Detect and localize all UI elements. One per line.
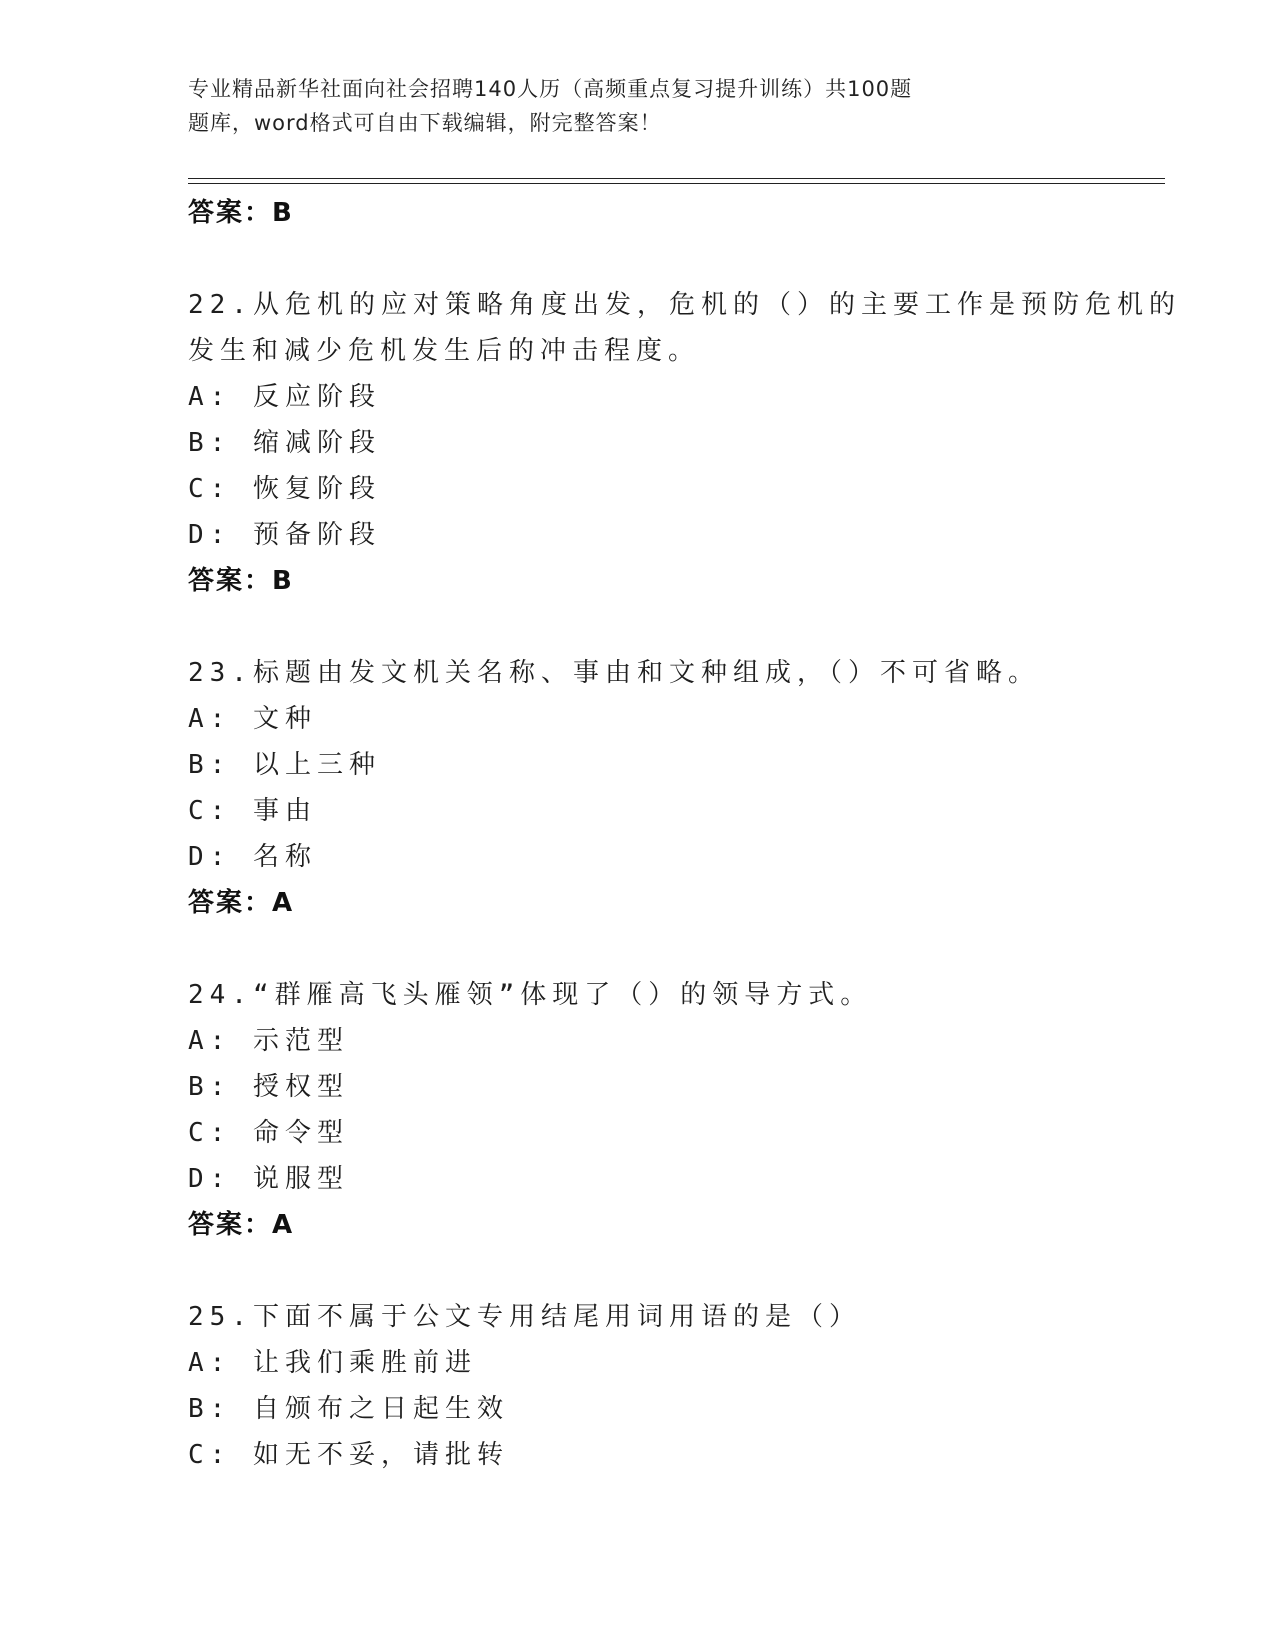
question-25-option-b: B: 自颁布之日起生效 bbox=[188, 1394, 509, 1424]
question-list bbox=[188, 190, 1181, 1478]
spacer bbox=[188, 926, 1148, 972]
question-22-stem-line-1: 22.从危机的应对策略角度出发，危机的（）的主要工作是预防危机的 bbox=[188, 290, 1181, 320]
question-24-option-a: A: 示范型 bbox=[188, 1026, 349, 1056]
question-25-option-c: C: 如无不妥，请批转 bbox=[188, 1440, 509, 1470]
question-22 bbox=[188, 282, 1181, 604]
question-22-option-a: A: 反应阶段 bbox=[188, 382, 381, 412]
question-22-option-b: B: 缩减阶段 bbox=[188, 428, 381, 458]
header-line-2: 题库，word格式可自由下载编辑，附完整答案！ bbox=[188, 111, 662, 135]
header-line-1: 专业精品新华社面向社会招聘140人历（高频重点复习提升训练）共100题 bbox=[188, 77, 913, 101]
question-23-option-b: B: 以上三种 bbox=[188, 750, 381, 780]
question-24-stem: 24.“群雁高飞头雁领”体现了（）的领导方式。 bbox=[188, 980, 873, 1010]
question-24-option-d: D: 说服型 bbox=[188, 1164, 349, 1194]
question-22-option-c: C: 恢复阶段 bbox=[188, 474, 381, 504]
question-24 bbox=[188, 972, 1148, 1248]
spacer bbox=[188, 1248, 1148, 1294]
question-25 bbox=[188, 1294, 1148, 1478]
spacer bbox=[188, 236, 1148, 282]
question-22-stem-line-2: 发生和减少危机发生后的冲击程度。 bbox=[188, 336, 701, 366]
header-rule-top bbox=[188, 178, 1165, 179]
question-23-option-a: A: 文种 bbox=[188, 704, 317, 734]
question-24-option-b: B: 授权型 bbox=[188, 1072, 349, 1102]
answer-23: 答案：A bbox=[188, 888, 295, 918]
question-23-option-d: D: 名称 bbox=[188, 842, 317, 872]
answer-24: 答案：A bbox=[188, 1210, 295, 1240]
question-23-stem: 23.标题由发文机关名称、事由和文种组成，（）不可省略。 bbox=[188, 658, 1040, 688]
question-24-option-c: C: 命令型 bbox=[188, 1118, 349, 1148]
answer-22: 答案：B bbox=[188, 566, 294, 596]
question-25-option-a: A: 让我们乘胜前进 bbox=[188, 1348, 477, 1378]
answer-21: 答案：B bbox=[188, 198, 294, 228]
question-25-stem: 25.下面不属于公文专用结尾用词用语的是（） bbox=[188, 1302, 861, 1332]
spacer bbox=[188, 604, 1148, 650]
question-22-option-d: D: 预备阶段 bbox=[188, 520, 381, 550]
document-header bbox=[188, 72, 1048, 140]
header-rule-bottom bbox=[188, 183, 1165, 184]
question-23 bbox=[188, 650, 1148, 926]
question-23-option-c: C: 事由 bbox=[188, 796, 317, 826]
